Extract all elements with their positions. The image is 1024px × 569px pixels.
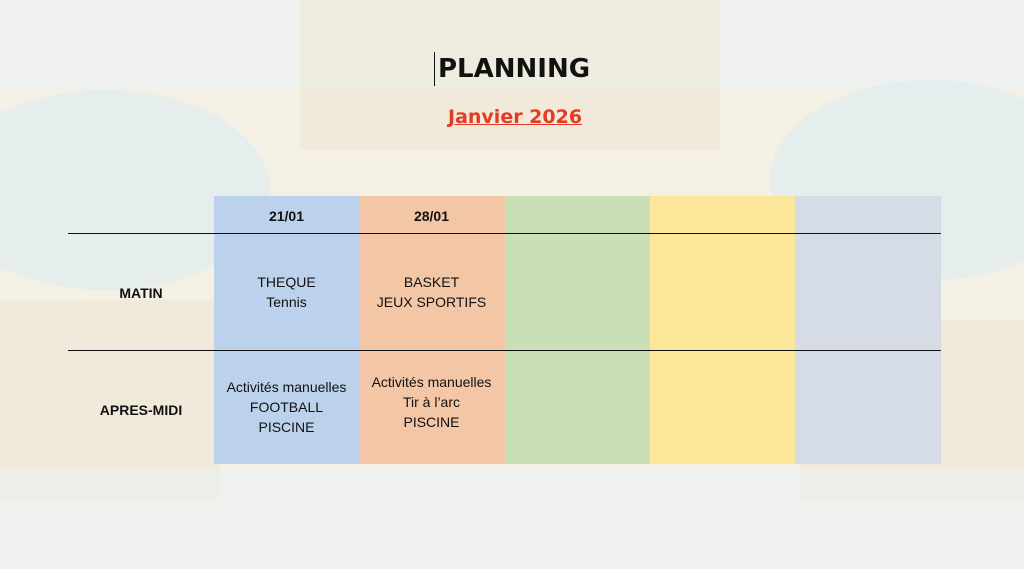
column-5 [795, 196, 941, 464]
row-divider-middle [68, 350, 941, 351]
cell-apres-midi-28-01 [359, 372, 504, 432]
page-title: PLANNING [434, 52, 590, 86]
row-divider-top [68, 233, 941, 234]
column-date-2: 28/01 [413, 208, 450, 224]
activity-text: Tir à l’arc [402, 394, 461, 410]
activity-text: PISCINE [403, 414, 460, 430]
activity-text: FOOTBALL [249, 399, 324, 415]
column-date-1: 21/01 [268, 208, 305, 224]
activity-text: BASKET [403, 274, 460, 290]
cell-matin-21-01 [214, 272, 359, 312]
row-label-apres-midi: APRES-MIDI [99, 402, 183, 418]
activity-text: Activités manuelles [371, 374, 492, 390]
activity-text: JEUX SPORTIFS [376, 294, 487, 310]
activity-text: Tennis [266, 294, 307, 310]
cell-apres-midi-21-01 [214, 377, 359, 437]
column-4 [650, 196, 795, 464]
activity-text: THEQUE [257, 274, 316, 290]
page-subtitle: Janvier 2026 [448, 106, 583, 128]
activity-text: PISCINE [258, 419, 315, 435]
cell-matin-28-01 [359, 272, 504, 312]
row-label-matin: MATIN [119, 285, 163, 301]
activity-text: Activités manuelles [226, 379, 347, 395]
column-3 [505, 196, 650, 464]
